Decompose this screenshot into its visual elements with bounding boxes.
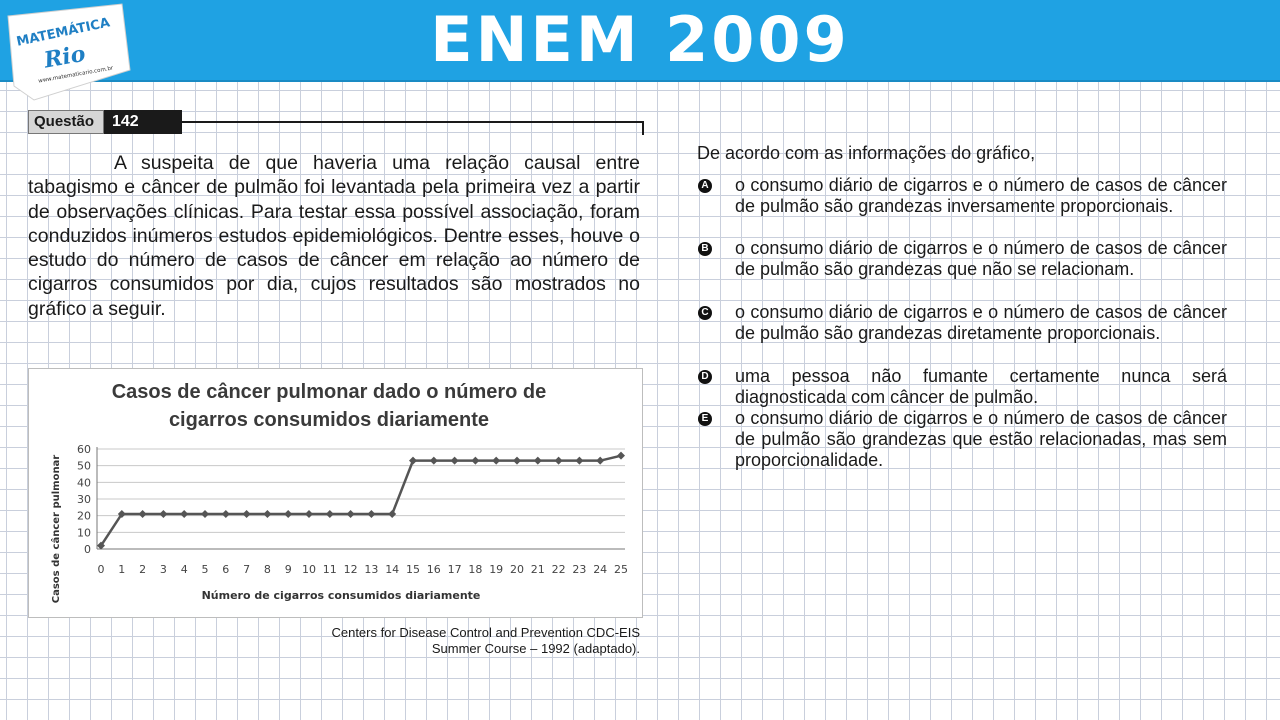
x-tick-label-12: 12 — [343, 563, 358, 576]
data-point-24 — [596, 457, 604, 465]
data-point-9 — [284, 510, 292, 518]
logo-script: Rio — [42, 40, 88, 74]
source-citation — [240, 625, 640, 657]
header-banner — [0, 0, 1280, 85]
data-point-4 — [180, 510, 188, 518]
data-point-3 — [159, 510, 167, 518]
option-c-text[interactable]: o consumo diário de cigarros e o número de casos de câncer de pulmão são grandezas diretamente proporcionais. — [735, 302, 1227, 344]
x-tick-label-25: 25 — [614, 563, 628, 576]
question-number: 142 — [104, 110, 182, 134]
options-intro: De acordo com as informações do gráfico, — [697, 143, 1036, 163]
chart-title-line1: Casos de câncer pulmonar dado o número de — [111, 381, 547, 403]
header-rule-tick — [642, 121, 644, 135]
y-tick-label-30: 30 — [77, 493, 91, 506]
logo-title: MATEMÁTICA — [15, 15, 112, 50]
x-tick-label-4: 4 — [180, 563, 188, 576]
option-e-text[interactable]: o consumo diário de cigarros e o número de casos de câncer de pulmão são grandezas que estão relacionadas, mas sem proporcionalidade. — [735, 408, 1227, 471]
x-tick-label-9: 9 — [284, 563, 292, 576]
page-title: ENEM 2009 — [430, 3, 850, 76]
option-c-marker: C — [698, 306, 712, 320]
data-point-5 — [201, 510, 209, 518]
x-tick-label-20: 20 — [510, 563, 524, 576]
x-tick-label-5: 5 — [201, 563, 209, 576]
question-statement: A suspeita de que haveria uma relação causal entre tabagismo e câncer de pulmão foi levantada pela primeira vez a partir de observações clínicas. Para testar essa possível associação, foram conduzidos inúmeros estudos epidemiológicos. Dentre esses, houve o estudo do número de casos de câncer em relação ao número de cigarros consumidos por dia, cujos resultados são mostrados no gráfico a seguir. — [28, 152, 640, 320]
x-tick-label-23: 23 — [572, 563, 587, 576]
x-tick-label-17: 17 — [447, 563, 462, 576]
x-tick-label-11: 11 — [322, 563, 337, 576]
data-point-25 — [617, 452, 625, 460]
data-point-13 — [367, 510, 375, 518]
x-tick-label-1: 1 — [118, 563, 126, 576]
data-point-8 — [263, 510, 271, 518]
data-point-20 — [513, 457, 521, 465]
logo-url: www.matematicario.com.br — [37, 65, 114, 85]
data-point-23 — [575, 457, 583, 465]
x-tick-label-14: 14 — [385, 563, 400, 576]
x-tick-label-18: 18 — [468, 563, 483, 576]
x-tick-label-19: 19 — [489, 563, 504, 576]
data-point-16 — [430, 457, 438, 465]
line-chart — [29, 369, 642, 617]
data-point-14 — [388, 510, 396, 518]
data-point-22 — [555, 457, 563, 465]
x-tick-label-13: 13 — [364, 563, 379, 576]
question-header — [28, 110, 644, 136]
option-e-marker: E — [698, 412, 712, 426]
data-point-6 — [222, 510, 230, 518]
data-point-17 — [451, 457, 459, 465]
question-label: Questão — [28, 110, 104, 134]
x-tick-label-21: 21 — [530, 563, 545, 576]
option-b-marker: B — [698, 242, 712, 256]
source-line-1: Centers for Disease Control and Prevention CDC-EIS — [331, 625, 640, 640]
data-point-15 — [409, 457, 417, 465]
x-tick-label-22: 22 — [551, 563, 566, 576]
y-axis-label: Casos de câncer pulmonar — [51, 454, 62, 604]
y-tick-label-10: 10 — [77, 526, 91, 540]
y-tick-label-50: 50 — [77, 459, 91, 473]
data-point-18 — [471, 457, 479, 465]
y-tick-label-0: 0 — [84, 543, 91, 556]
x-tick-label-3: 3 — [159, 563, 167, 576]
data-point-10 — [305, 510, 313, 518]
data-point-19 — [492, 457, 500, 465]
x-tick-label-24: 24 — [593, 563, 608, 576]
data-point-7 — [243, 510, 251, 518]
x-tick-label-8: 8 — [263, 563, 271, 576]
x-tick-label-7: 7 — [243, 563, 251, 576]
x-tick-label-15: 15 — [406, 563, 420, 576]
source-line-2: Summer Course – 1992 (adaptado). — [431, 641, 640, 656]
data-point-21 — [534, 457, 542, 465]
chart-container — [28, 368, 643, 618]
x-tick-label-2: 2 — [139, 563, 147, 576]
data-point-2 — [139, 510, 147, 518]
option-a-text[interactable]: o consumo diário de cigarros e o número de casos de câncer de pulmão são grandezas inversamente proporcionais. — [735, 175, 1227, 217]
x-tick-label-16: 16 — [426, 563, 441, 576]
option-b-text[interactable]: o consumo diário de cigarros e o número de casos de câncer de pulmão são grandezas que não se relacionam. — [735, 238, 1227, 280]
y-tick-label-60: 60 — [77, 443, 91, 456]
option-d-text[interactable]: uma pessoa não fumante certamente nunca será diagnosticada com câncer de pulmão. — [735, 366, 1227, 408]
x-tick-label-6: 6 — [222, 563, 230, 576]
data-point-12 — [347, 510, 355, 518]
option-d-marker: D — [698, 370, 712, 384]
site-logo — [4, 2, 132, 102]
x-tick-label-0: 0 — [97, 563, 105, 576]
x-tick-label-10: 10 — [302, 563, 316, 576]
data-point-11 — [326, 510, 334, 518]
x-axis-label: Número de cigarros consumidos diariamente — [201, 589, 481, 602]
option-a-marker: A — [698, 179, 712, 193]
y-tick-label-40: 40 — [77, 476, 91, 490]
y-tick-label-20: 20 — [77, 509, 91, 523]
header-rule — [182, 121, 644, 123]
chart-title-line2: cigarros consumidos diariamente — [168, 409, 490, 431]
